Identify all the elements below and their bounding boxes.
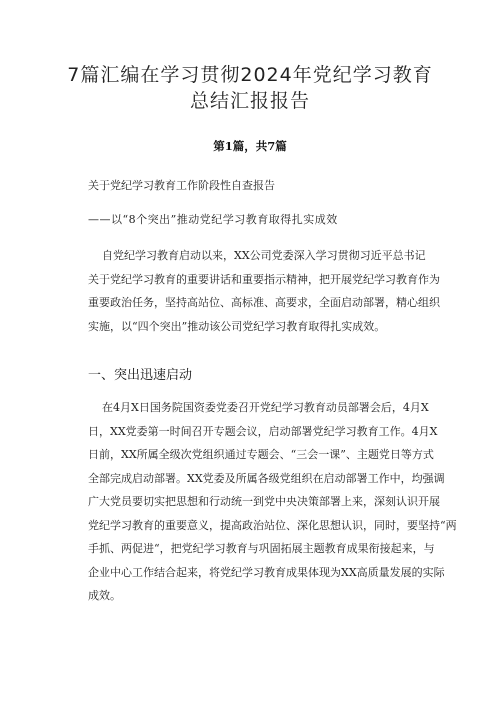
report-tagline: ——以“8个突出”推动党纪学习教育取得扎实成效 — [88, 213, 338, 226]
paragraph-line: 企业中心工作结合起来，将党纪学习教育成果体现为XX高质量发展的实际 — [88, 565, 445, 579]
paragraph-line: 日，XX党委第一时间召开专题会议，启动部署党纪学习教育工作。4月X — [88, 424, 438, 438]
paragraph-line: 手抓、两促进“，把党纪学习教育与巩固拓展主题教育成果衔接起来，与 — [88, 542, 435, 555]
section1-paragraph — [88, 396, 457, 608]
part-label: 第1篇，共7篇 — [213, 139, 287, 153]
paragraph-line: 成效。 — [88, 589, 121, 602]
paragraph-line: 党纪学习教育的重要意义，提高政治站位、深化思想认识，同时，要坚持“两 — [88, 518, 457, 532]
paragraph-line: 广大党员要切实把思想和行动统一到党中央决策部署上来，深刻认识开展 — [88, 495, 440, 508]
paragraph-line: 在4月X日国务院国资委党委召开党纪学习教育动员部署会后，4月X — [102, 401, 429, 414]
paragraph-line: 自党纪学习教育启动以来，XX公司党委深入学习贯彻习近平总书记 — [102, 249, 426, 262]
paragraph-line: 重要政治任务，坚持高站位、高标准、高要求，全面启动部署，精心组织 — [88, 296, 440, 309]
paragraph-line: 全部完成启动部署。XX党委及所属各级党组织在启动部署工作中，均强调 — [88, 471, 445, 485]
report-subtitle: 关于党纪学习教育工作阶段性自查报告 — [88, 179, 275, 192]
document-title-line2: 总结汇报报告 — [189, 90, 310, 112]
intro-paragraph — [88, 244, 440, 338]
paragraph-line: 关于党纪学习教育的重要讲话和重要指示精神，把开展党纪学习教育作为 — [88, 272, 440, 286]
document-title-line1: 7篇汇编在学习贯彻2024年党纪学习教育 — [67, 64, 433, 86]
paragraph-line: 实施，以“四个突出”推动该公司党纪学习教育取得扎实成效。 — [88, 319, 386, 333]
section-heading: 一、突出迅速启动 — [88, 368, 193, 383]
paragraph-line: 日前，XX所属全级次党组织通过专题会、“三会一课”、主题党日等方式 — [88, 448, 434, 461]
